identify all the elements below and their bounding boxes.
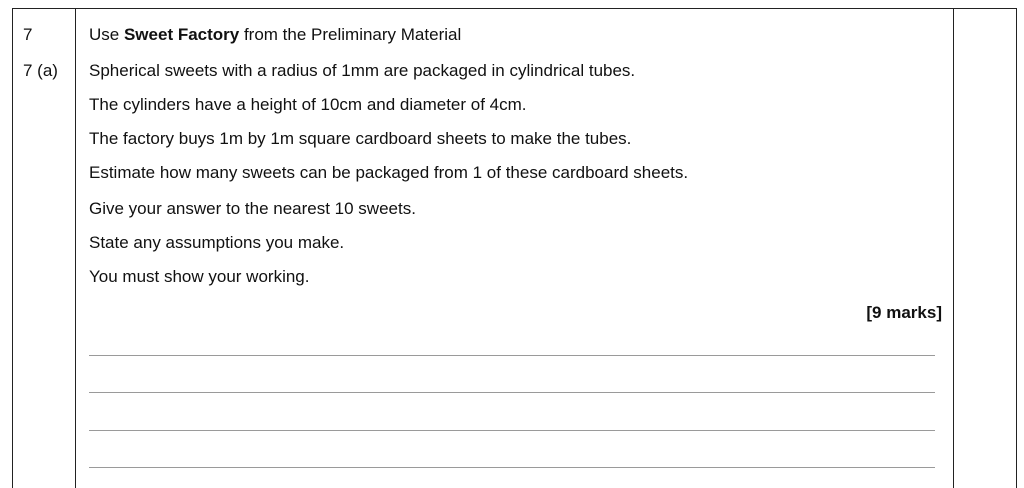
answer-line[interactable] (89, 430, 935, 431)
intro-suffix: from the Preliminary Material (239, 25, 462, 44)
question-line: Spherical sweets with a radius of 1mm are packaged in cylindrical tubes. (89, 61, 636, 80)
question-line: The factory buys 1m by 1m square cardboard sheets to make the tubes. (89, 129, 632, 148)
answer-line[interactable] (89, 467, 935, 468)
answer-line[interactable] (89, 355, 935, 356)
question-intro (89, 25, 461, 45)
column-divider-margin (953, 9, 954, 488)
question-table (12, 8, 1017, 488)
question-line: Give your answer to the nearest 10 sweets. (89, 199, 416, 218)
question-line: The cylinders have a height of 10cm and diameter of 4cm. (89, 95, 527, 114)
answer-line[interactable] (89, 392, 935, 393)
question-line: You must show your working. (89, 267, 310, 286)
question-line: Estimate how many sweets can be packaged from 1 of these cardboard sheets. (89, 163, 689, 182)
intro-bold-reference: Sweet Factory (123, 25, 240, 44)
question-number: 7 (23, 25, 33, 44)
column-divider-number (75, 9, 76, 488)
question-part-number: 7 (a) (23, 61, 58, 80)
marks-label: [9 marks] (866, 303, 942, 322)
intro-prefix: Use (89, 25, 124, 44)
question-line: State any assumptions you make. (89, 233, 345, 252)
